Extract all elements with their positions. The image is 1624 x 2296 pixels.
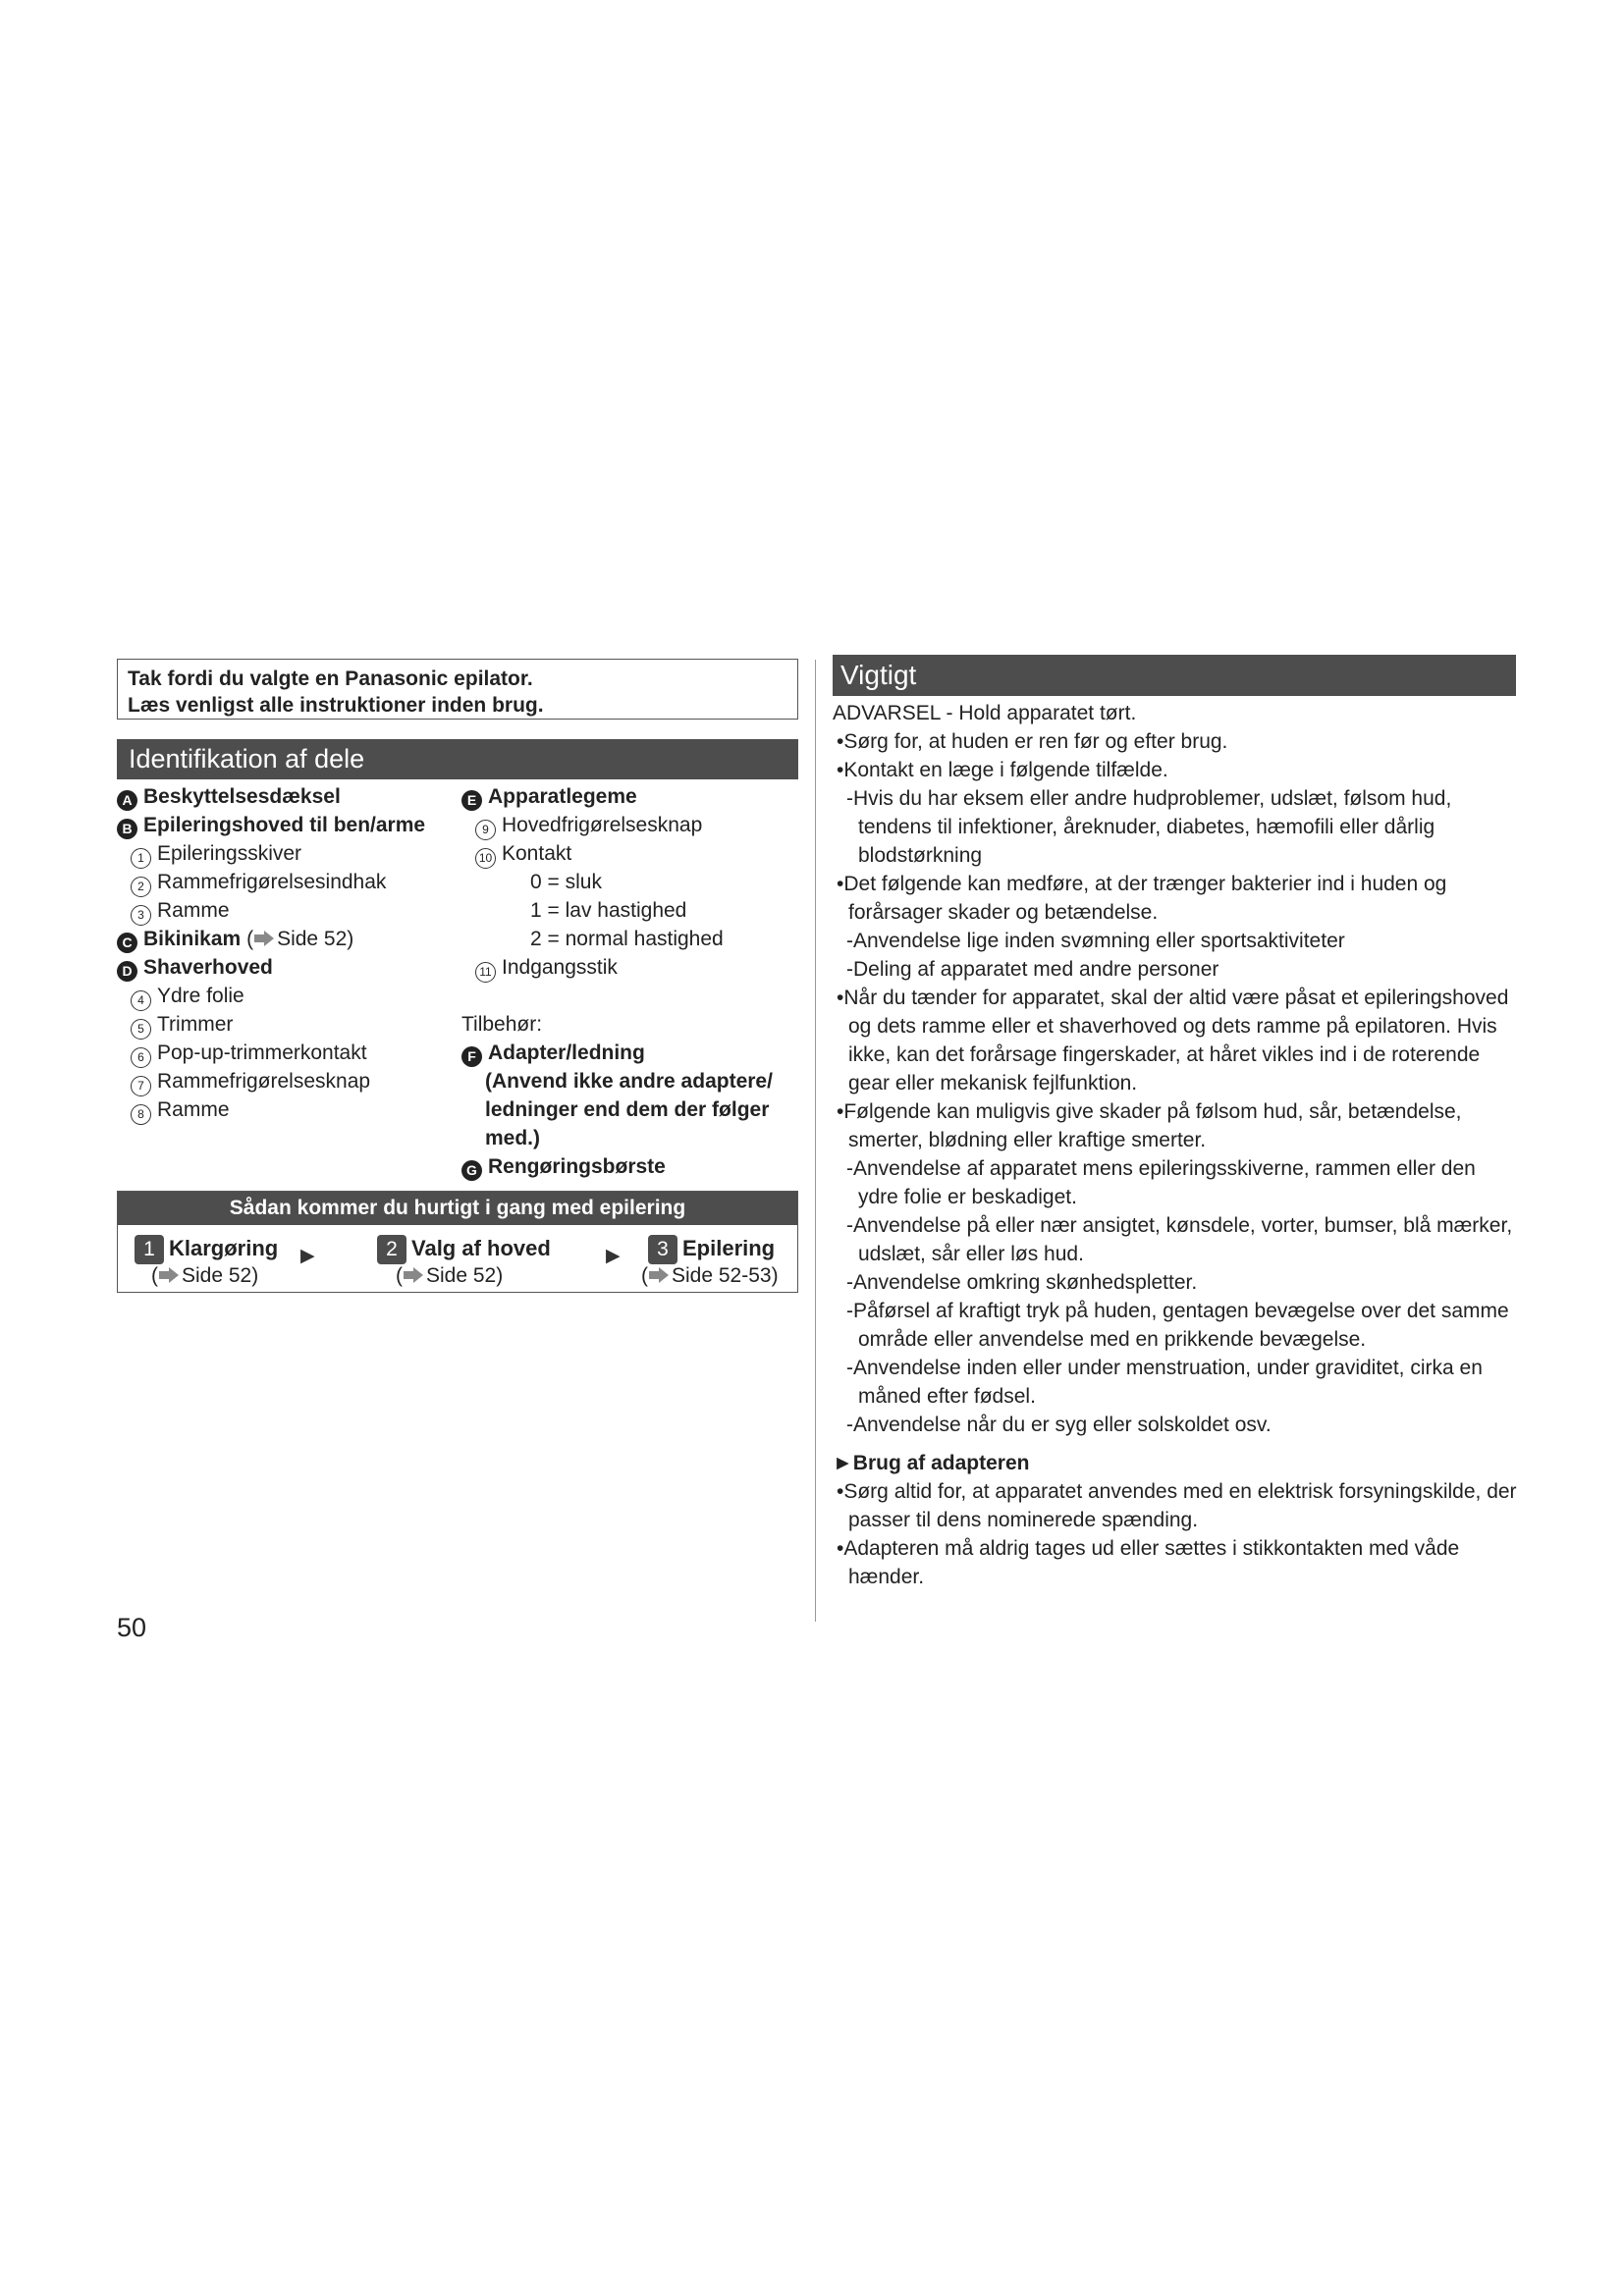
part-number-circle: 11 [475, 962, 496, 983]
part-number-circle: 9 [475, 820, 496, 840]
identification-header: Identifikation af dele [117, 739, 798, 779]
part-number-circle: 10 [475, 848, 496, 869]
part-letter-badge: B [117, 819, 137, 839]
part-item: 0 = sluk [530, 871, 602, 893]
arrow-right-icon [648, 1267, 670, 1283]
part-label: Trimmer [157, 1013, 234, 1036]
step-number: 3 [648, 1235, 677, 1264]
part-label: Adapter/ledning [488, 1041, 645, 1064]
part-item: Tilbehør: [461, 1013, 543, 1036]
step-ref: ( Side 52) [396, 1264, 504, 1287]
important-sub-h-line: ►Brug af adapteren [833, 1452, 1030, 1474]
part-item [117, 982, 451, 1010]
column-divider [815, 660, 816, 1622]
part-item [117, 811, 451, 839]
part-label: Bikinikam [143, 928, 242, 950]
part-label: Rammefrigørelsesindhak [157, 871, 387, 893]
important-dash-line: -Anvendelse omkring skønhedspletter. [846, 1271, 1198, 1294]
part-item [117, 953, 451, 982]
part-label: Ramme [157, 899, 230, 922]
part-label: Apparatlegeme [488, 785, 637, 808]
part-label: Kontakt [502, 842, 572, 865]
part-item [461, 839, 800, 868]
part-number-circle: 7 [131, 1076, 151, 1096]
part-item [117, 925, 451, 953]
page-number: 50 [117, 1613, 147, 1642]
important-text [833, 699, 1520, 1591]
part-label: Pop-up-trimmerkontakt [157, 1041, 367, 1064]
part-label: Shaverhoved [143, 956, 273, 979]
part-item [461, 1039, 800, 1067]
arrow-right-icon [253, 931, 275, 946]
step-label: Epilering [682, 1236, 776, 1260]
important-bul-line: •Kontakt en læge i følgende tilfælde. [837, 759, 1168, 781]
part-label: Epileringsskiver [157, 842, 302, 865]
intro-box [117, 659, 798, 720]
step-ref: ( Side 52) [151, 1264, 259, 1287]
part-number-circle: 4 [131, 990, 151, 1011]
important-bul-line: •Det følgende kan medføre, at der trænger bakterier ind i huden og forårsager skader og betændelse. [837, 873, 1447, 924]
important-dash-line: -Deling af apparatet med andre personer [846, 958, 1219, 981]
important-dash-line: -Anvendelse inden eller under menstruation, under graviditet, cirka en måned efter fødsel. [846, 1357, 1483, 1408]
part-letter-badge: A [117, 790, 137, 811]
important-dash-line: -Anvendelse af apparatet mens epileringsskiverne, rammen eller den ydre folie er beskadiget. [846, 1157, 1476, 1208]
important-bul-line: •Adapteren må aldrig tages ud eller sættes i stikkontakten med våde hænder. [837, 1537, 1460, 1588]
important-bul-line: •Når du tænder for apparatet, skal der altid være påsat et epileringshoved og dets ramme eller et shaverhoved og dets ramme på epilatoren. Hvis ikke, kan det forårsage fingerskader, at håret vikles ind i de roterende gear eller mekanisk fejlfunktion. [837, 987, 1509, 1095]
part-letter-badge: D [117, 961, 137, 982]
page-ref: Side 52) [277, 928, 354, 950]
important-dash-line: -Anvendelse når du er syg eller solskoldet osv. [846, 1414, 1272, 1436]
part-label: Beskyttelsesdæksel [143, 785, 341, 808]
quick-step-3 [641, 1235, 779, 1287]
part-item [117, 839, 451, 868]
part-label: Rengøringsbørste [488, 1155, 666, 1178]
quick-start-box [117, 1191, 798, 1293]
part-letter-badge: C [117, 933, 137, 953]
arrow-right-icon [403, 1267, 424, 1283]
important-bul-line: •Sørg altid for, at apparatet anvendes med en elektrisk forsyningskilde, der passer til dens nominerede spænding. [837, 1480, 1517, 1531]
part-item [117, 1039, 451, 1067]
part-item [117, 896, 451, 925]
important-dash-line: -Påførsel af kraftigt tryk på huden, gentagen bevægelse over det samme område eller anvendelse med en prikkende bevægelse. [846, 1300, 1509, 1351]
quick-start-title: Sådan kommer du hurtigt i gang med epilering [118, 1192, 797, 1225]
parts-list-right [461, 782, 800, 1181]
part-label: Epileringshoved til ben/arme [143, 814, 426, 836]
step-label: Klargøring [169, 1236, 279, 1260]
part-item [461, 1152, 800, 1181]
part-item [117, 1067, 451, 1095]
part-item: (Anvend ikke andre adaptere/ [485, 1070, 773, 1093]
part-label: Indgangsstik [502, 956, 618, 979]
part-label: Hovedfrigørelsesknap [502, 814, 703, 836]
part-letter-badge: G [461, 1160, 482, 1181]
important-p-line: ADVARSEL - Hold apparatet tørt. [833, 702, 1137, 724]
important-dash-line: -Anvendelse på eller nær ansigtet, kønsdele, vorter, bumser, blå mærker, udslæt, sår eller løs hud. [846, 1214, 1513, 1265]
part-item [117, 868, 451, 896]
important-bul-line: •Følgende kan muligvis give skader på følsom hud, sår, betændelse, smerter, blødning eller kraftige smerter. [837, 1100, 1462, 1151]
part-label: Ydre folie [157, 985, 244, 1007]
part-label: Ramme [157, 1098, 230, 1121]
part-item [461, 982, 800, 1010]
important-dash-line: -Anvendelse lige inden svømning eller sportsaktiviteter [846, 930, 1345, 952]
parts-list-left [117, 782, 451, 1124]
step-label: Valg af hoved [411, 1236, 551, 1260]
part-number-circle: 5 [131, 1019, 151, 1040]
part-label: Rammefrigørelsesknap [157, 1070, 371, 1093]
ref-open: ( [246, 928, 254, 950]
step-number: 1 [135, 1235, 164, 1264]
part-item [117, 1010, 451, 1039]
important-header: Vigtigt [833, 655, 1516, 696]
part-letter-badge: E [461, 790, 482, 811]
quick-step-1 [135, 1235, 279, 1287]
intro-line-2: Læs venligst alle instruktioner inden brug. [128, 694, 544, 717]
important-dash-line: -Hvis du har eksem eller andre hudproblemer, udslæt, følsom hud, tendens til infektioner, åreknuder, diabetes, hæmofili eller dårlig blodstørkning [846, 787, 1452, 867]
part-number-circle: 3 [131, 905, 151, 926]
part-number-circle: 1 [131, 848, 151, 869]
play-arrow-icon: ▶ [606, 1246, 621, 1266]
part-item: 2 = normal hastighed [530, 928, 724, 950]
part-item [461, 811, 800, 839]
step-number: 2 [377, 1235, 406, 1264]
part-item [117, 1095, 451, 1124]
part-item: ledninger end dem der følger [485, 1098, 770, 1121]
part-item [461, 953, 800, 982]
part-item: med.) [485, 1127, 541, 1149]
intro-line-1: Tak fordi du valgte en Panasonic epilator. [128, 667, 533, 690]
part-letter-badge: F [461, 1046, 482, 1067]
part-item: 1 = lav hastighed [530, 899, 687, 922]
arrow-right-icon [158, 1267, 180, 1283]
part-number-circle: 8 [131, 1104, 151, 1125]
part-number-circle: 2 [131, 877, 151, 897]
part-item [461, 782, 800, 811]
play-arrow-icon: ▶ [300, 1246, 315, 1266]
part-item [117, 782, 451, 811]
part-number-circle: 6 [131, 1047, 151, 1068]
quick-step-2 [377, 1235, 551, 1287]
important-bul-line: •Sørg for, at huden er ren før og efter brug. [837, 730, 1228, 753]
step-ref: ( Side 52-53) [641, 1264, 779, 1287]
